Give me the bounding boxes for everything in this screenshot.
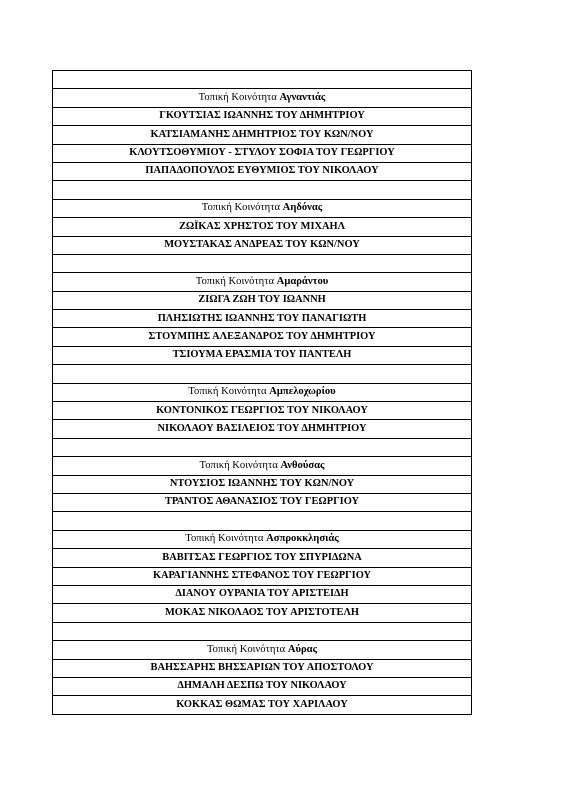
member-name: ΒΑΗΣΣΑΡΗΣ ΒΗΣΣΑΡΙΩΝ ΤΟΥ ΑΠΟΣΤΟΛΟΥ	[53, 659, 472, 677]
member-name: ΤΣΙΟΥΜΑ ΕΡΑΣΜΙΑ ΤΟΥ ΠΑΝΤΕΛΗ	[53, 346, 472, 364]
member-name: ΜΟΥΣΤΑΚΑΣ ΑΝΔΡΕΑΣ ΤΟΥ ΚΩΝ/ΝΟΥ	[53, 236, 472, 254]
blank-row	[53, 71, 472, 89]
blank-cell	[53, 622, 472, 640]
member-row	[53, 549, 472, 567]
member-row	[53, 475, 472, 493]
community-name: Ανθούσας	[280, 459, 325, 471]
member-row	[53, 585, 472, 603]
member-row	[53, 696, 472, 714]
member-name: ΣΤΟΥΜΠΗΣ ΑΛΕΞΑΝΔΡΟΣ ΤΟΥ ΔΗΜΗΤΡΙΟΥ	[53, 328, 472, 346]
member-name: ΠΑΠΑΔΟΠΟΥΛΟΣ ΕΥΘΥΜΙΟΣ ΤΟΥ ΝΙΚΟΛΑΟΥ	[53, 162, 472, 180]
member-row	[53, 291, 472, 309]
blank-row	[53, 512, 472, 530]
member-name: ΚΟΚΚΑΣ ΘΩΜΑΣ ΤΟΥ ΧΑΡΙΛΑΟΥ	[53, 696, 472, 714]
community-label: Τοπική Κοινότητα	[185, 533, 264, 545]
member-row	[53, 604, 472, 622]
community-label: Τοπική Κοινότητα	[198, 91, 277, 103]
community-label: Τοπική Κοινότητα	[206, 643, 286, 655]
blank-row	[53, 365, 472, 383]
member-name: ΠΛΗΣΙΩΤΗΣ ΙΩΑΝΝΗΣ ΤΟΥ ΠΑΝΑΓΙΩΤΗ	[53, 310, 472, 328]
blank-row	[53, 438, 472, 456]
member-row	[53, 420, 472, 438]
member-row	[53, 493, 472, 511]
community-heading-cell	[53, 89, 472, 107]
community-heading-row	[53, 273, 472, 291]
community-heading-cell	[53, 199, 472, 217]
blank-cell	[53, 438, 472, 456]
member-name: ΔΙΑΝΟΥ ΟΥΡΑΝΙΑ ΤΟΥ ΑΡΙΣΤΕΙΔΗ	[53, 585, 472, 603]
member-row	[53, 346, 472, 364]
community-heading-row	[53, 641, 472, 659]
member-row	[53, 236, 472, 254]
blank-cell	[53, 365, 472, 383]
blank-row	[53, 254, 472, 272]
community-heading-cell	[53, 273, 472, 291]
member-name: ΜΟΚΑΣ ΝΙΚΟΛΑΟΣ ΤΟΥ ΑΡΙΣΤΟΤΕΛΗ	[53, 604, 472, 622]
member-name: ΚΑΤΣΙΑΜΑΝΗΣ ΔΗΜΗΤΡΙΟΣ ΤΟΥ ΚΩΝ/ΝΟΥ	[53, 126, 472, 144]
member-row	[53, 107, 472, 125]
member-row	[53, 402, 472, 420]
member-name: ΒΑΒΙΤΣΑΣ ΓΕΩΡΓΙΟΣ ΤΟΥ ΣΠΥΡΙΔΩΝΑ	[53, 549, 472, 567]
community-members-table	[52, 70, 472, 715]
member-name: ΔΗΜΑΛΗ ΔΕΣΠΩ ΤΟΥ ΝΙΚΟΛΑΟΥ	[53, 677, 472, 695]
member-name: ΚΑΡΑΓΙΑΝΝΗΣ ΣΤΕΦΑΝΟΣ ΤΟΥ ΓΕΩΡΓΙΟΥ	[53, 567, 472, 585]
community-heading-row	[53, 89, 472, 107]
member-name: ΚΛΟΥΤΣΟΘΥΜΙΟΥ - ΣΤΥΛΟΥ ΣΟΦΙΑ ΤΟΥ ΓΕΩΡΓΙΟΥ	[53, 144, 472, 162]
member-row	[53, 567, 472, 585]
member-name: ΖΩΪΚΑΣ ΧΡΗΣΤΟΣ ΤΟΥ ΜΙΧΑΗΛ	[53, 218, 472, 236]
community-heading-row	[53, 457, 472, 475]
member-name: ΖΙΩΓΑ ΖΩΗ ΤΟΥ ΙΩΑΝΝΗ	[53, 291, 472, 309]
member-row	[53, 126, 472, 144]
member-name: ΓΚΟΥΤΣΙΑΣ ΙΩΑΝΝΗΣ ΤΟΥ ΔΗΜΗΤΡΙΟΥ	[53, 107, 472, 125]
blank-cell	[53, 181, 472, 199]
member-row	[53, 162, 472, 180]
blank-cell	[53, 71, 472, 89]
community-label: Τοπική Κοινότητα	[201, 202, 281, 214]
community-name: Αμαράντου	[276, 275, 329, 287]
member-row	[53, 659, 472, 677]
member-row	[53, 218, 472, 236]
community-heading-row	[53, 530, 472, 548]
member-row	[53, 677, 472, 695]
community-heading-cell	[53, 641, 472, 659]
community-label: Τοπική Κοινότητα	[199, 459, 278, 471]
member-name: ΤΡΑΝΤΟΣ ΑΘΑΝΑΣΙΟΣ ΤΟΥ ΓΕΩΡΓΙΟΥ	[53, 493, 472, 511]
member-row	[53, 310, 472, 328]
community-name: Ασπροκκλησιάς	[266, 533, 339, 545]
blank-row	[53, 622, 472, 640]
community-name: Αύρας	[287, 643, 318, 655]
member-row	[53, 144, 472, 162]
community-label: Τοπική Κοινότητα	[195, 275, 275, 287]
community-heading-cell	[53, 530, 472, 548]
community-heading-cell	[53, 383, 472, 401]
member-row	[53, 328, 472, 346]
member-name: ΝΙΚΟΛΑΟΥ ΒΑΣΙΛΕΙΟΣ ΤΟΥ ΔΗΜΗΤΡΙΟΥ	[53, 420, 472, 438]
member-name: ΚΟΝΤΟΝΙΚΟΣ ΓΕΩΡΓΙΟΣ ΤΟΥ ΝΙΚΟΛΑΟΥ	[53, 402, 472, 420]
blank-cell	[53, 512, 472, 530]
community-name: Αμπελοχωρίου	[269, 386, 336, 398]
member-name: ΝΤΟΥΣΙΟΣ ΙΩΑΝΝΗΣ ΤΟΥ ΚΩΝ/ΝΟΥ	[53, 475, 472, 493]
community-heading-row	[53, 199, 472, 217]
blank-row	[53, 181, 472, 199]
community-name: Αηδόνας	[282, 202, 323, 214]
table-body	[53, 71, 472, 715]
community-heading-cell	[53, 457, 472, 475]
blank-cell	[53, 254, 472, 272]
community-name: Αγναντιάς	[279, 91, 326, 103]
community-heading-row	[53, 383, 472, 401]
community-label: Τοπική Κοινότητα	[188, 386, 267, 398]
